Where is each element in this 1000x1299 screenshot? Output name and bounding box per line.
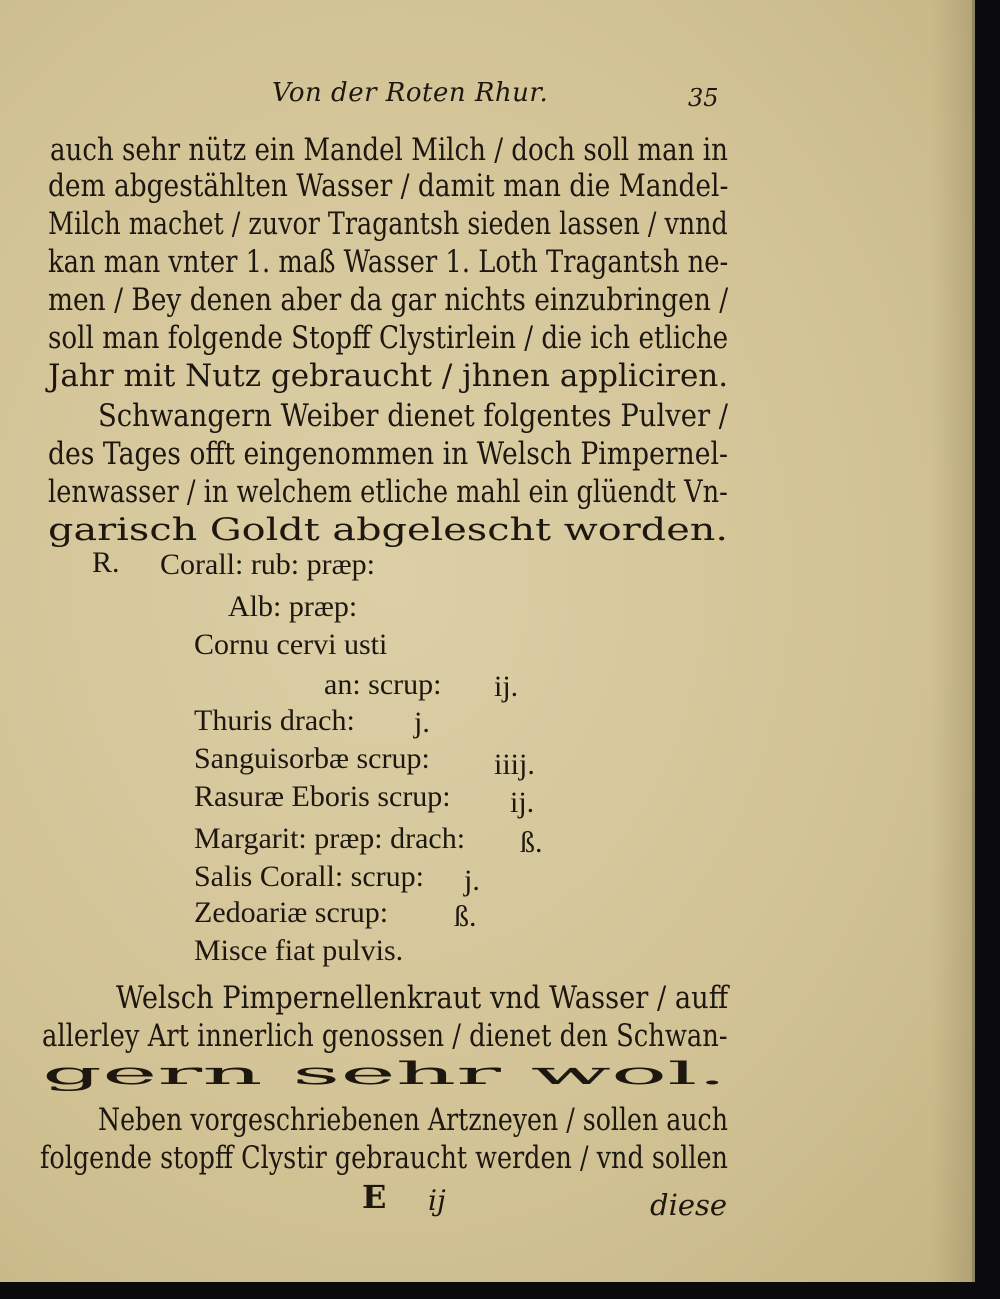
text-line: garisch Goldt abgelescht worden. <box>48 512 728 548</box>
recipe-line: Rasuræ Eboris scrup: <box>194 780 451 813</box>
signature-mark: E <box>362 1178 387 1216</box>
text-line: Jahr mit Nutz gebraucht / jhnen appliciren. <box>48 358 729 394</box>
text-line: des Tages offt eingenommen in Welsch Pimpernel- <box>48 436 728 472</box>
recipe-line: Margarit: præp: drach: <box>194 822 466 855</box>
text-line: Milch machet / zuvor Tragantsh sieden lassen / vnnd <box>48 206 728 242</box>
recipe-quantity: j. <box>414 706 430 739</box>
recipe-quantity: ß. <box>520 826 543 859</box>
text-line: soll man folgende Stopff Clystirlein / die ich etliche <box>48 320 729 356</box>
text-line: Neben vorgeschriebenen Artzneyen / sollen auch <box>98 1102 728 1138</box>
recipe-line: Alb: præp: <box>228 590 358 623</box>
text-line: folgende stopff Clystir gebraucht werden / vnd sollen <box>40 1140 728 1176</box>
recipe-quantity: ij. <box>494 670 519 703</box>
recipe-line: Misce fiat pulvis. <box>194 934 404 967</box>
recipe-quantity: j. <box>464 864 480 897</box>
text-line: men / Bey denen aber da gar nichts einzubringen / <box>48 282 729 318</box>
recipe-line: Zedoariæ scrup: <box>194 896 389 929</box>
text-line: gern sehr wol. <box>42 1056 728 1092</box>
text-line: dem abgestählten Wasser / damit man die Mandel- <box>48 168 729 204</box>
recipe-quantity: iiij. <box>494 748 535 781</box>
text-line: auch sehr nütz ein Mandel Milch / doch soll man in <box>50 132 728 168</box>
recipe-line: Salis Corall: scrup: <box>194 860 424 893</box>
recipe-symbol: R. <box>92 546 120 579</box>
signature-number: ij <box>428 1184 446 1217</box>
recipe-line: Thuris drach: <box>194 704 355 737</box>
text-line: allerley Art innerlich genossen / dienet den Schwan- <box>42 1018 728 1054</box>
recipe-quantity: ß. <box>454 900 477 933</box>
page-edge-shadow <box>932 0 972 1282</box>
recipe-quantity: ij. <box>510 786 535 819</box>
recipe-line: Sanguisorbæ scrup: <box>194 742 430 775</box>
catchword: diese <box>650 1188 728 1222</box>
text-line: lenwasser / in welchem etliche mahl ein glüendt Vn- <box>48 474 728 510</box>
recipe-line: Cornu cervi usti <box>194 628 388 661</box>
recipe-line: Corall: rub: præp: <box>160 548 375 581</box>
running-title: Von der Roten Rhur. <box>272 78 549 108</box>
recipe-line: an: scrup: <box>324 668 442 701</box>
text-line: Welsch Pimpernellenkraut vnd Wasser / auff <box>116 980 729 1016</box>
page-number: 35 <box>688 84 719 112</box>
text-line: kan man vnter 1. maß Wasser 1. Loth Tragantsh ne- <box>48 244 729 280</box>
text-line: Schwangern Weiber dienet folgentes Pulver / <box>98 398 729 434</box>
